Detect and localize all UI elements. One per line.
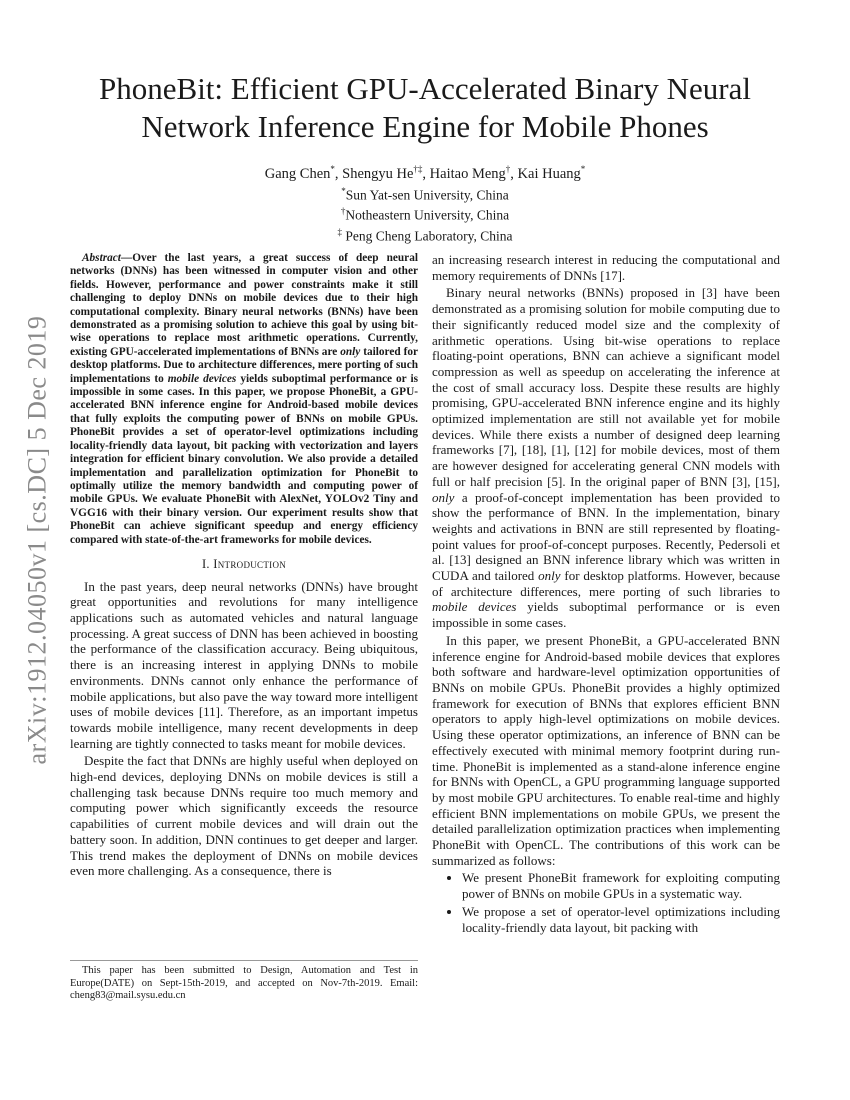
footnote: [70, 960, 418, 1003]
author-mark: †‡: [413, 164, 423, 174]
author-mark: *: [330, 164, 335, 174]
author-name: Haitao Meng: [429, 165, 506, 182]
paper-header: [60, 70, 790, 244]
author-name: Kai Huang: [517, 165, 581, 182]
abstract: Abstract—Over the last years, a great success of deep neural networks (DNNs) has been witnessed in computer vision and other fields. However, performance and power constraints make it still challenging to deploy DNNs on mobile devices due to their high computational complexity. Binary neural networks (BNNs) have been demonstrated as a promising solution to achieve this goal by using bit-wise operations to replace most arithmetic operations. Currently, existing GPU-accelerated implementations of BNNs are only tailored for desktop platforms. Due to architecture differences, mere porting of such implementations to mobile devices yields suboptimal performance or is impossible in some cases. In this paper, we propose PhoneBit, a GPU-accelerated BNN inference engine for Android-based mobile devices that fully exploits the computing power of BNNs on mobile GPUs. PhoneBit provides a set of operator-level optimizations including locality-friendly data layout, bit packing with vectorization and layers integration for efficient binary convolution. We also provide a detailed implementation and parallelization optimization for PhoneBit to optimally utilize the memory bandwidth and computing power of mobile GPUs. We evaluate PhoneBit with AlexNet, YOLOv2 Tiny and VGG16 with their binary version. Our experiment results show that PhoneBit can achieve significant speedup and energy efficiency compared with state-of-the-art frameworks for mobile devices.: [70, 252, 418, 546]
affiliation-line: [60, 183, 790, 204]
body-paragraph: Despite the fact that DNNs are highly useful when deployed on high-end devices, deploying DNNs on mobile devices is still a challenging task because DNNs require too much memory and computing power which significantly exceeds the resource capabilities of current mobile devices and will drain out the battery soon. In addition, DNN continues to get deeper and larger. This trend makes the deployment of DNNs on mobile devices even more challenging. As a consequence, there is: [70, 753, 418, 879]
affiliation-mark: ‡: [337, 226, 343, 237]
list-item: • We present PhoneBit framework for exploiting computing power of BNNs on mobile GPUs in a systematic way.: [462, 870, 780, 901]
body-paragraph: In this paper, we present PhoneBit, a GPU-accelerated BNN inference engine for Android-based mobile devices that explores both software and hardware-level optimization opportunities of BNNs on mobile GPUs. PhoneBit provides a highly optimized framework for execution of BNNs that explores efficient BNN operators to apply high-level optimizations on mobile devices. Using these operator optimizations, an inference of BNN can be effectively executed with minimal memory footprint during run-time. PhoneBit is implemented as a stand-alone inference engine for BNNs with OpenCL, a GPU programming language supported by most mobile GPU architectures. To enable real-time and highly efficient BNN implementations on mobile GPUs, we present the detailed parallelization optimization practices when implementing PhoneBit with OpenCL. The contributions of this work can be summarized as follows:: [432, 632, 780, 868]
section-heading-introduction: I. Introduction: [201, 556, 287, 571]
body-paragraph: an increasing research interest in reducing the computational and memory requirements of DNNs [17].: [432, 252, 780, 283]
body-paragraph: Binary neural networks (BNNs) proposed in [3] have been demonstrated as a promising solution for mobile computing due to their significantly reduced model size and the complexity of arithmetic operations. Using bit-wise operations to replace floating-point operations, BNN can achieve a significant model compression as well as speedup on accelerating the inference at the cost of small accuracy loss. Despite these results are highly promising, GPU-accelerated BNN inference engine and its highly optimized implementation are still not available yet for mobile devices. While there exists a number of designed deep learning frameworks [7], [18], [1], [12] for mobile devices, most of them are however designed for accelerating general CNN models with full or half precision [5]. In the original paper of BNN [3], [15], only a proof-of-concept implementation has been provided to show the performance of BNN. In the implementation, binary weights and activations in BNN are still represented by floating-point values for proof-of-concept purposes. Recently, Pedersoli et al. [13] designed an BNN inference library which was written in CUDA and tailored only for desktop platforms. However, because of architecture differences, mere porting of such libraries to mobile devices yields suboptimal performance or is even impossible in some cases.: [432, 285, 781, 631]
affiliation-mark: †: [340, 206, 346, 217]
arxiv-id: arXiv:1912.04050v1 [cs.DC] 5 Dec 2019: [22, 315, 51, 765]
author-mark: *: [580, 164, 586, 174]
affiliation-name: Sun Yat-sen University, China: [345, 187, 509, 203]
author-mark: †: [505, 164, 511, 174]
body-paragraph: In the past years, deep neural networks (DNNs) have brought great opportunities and revolutions for many intelligence applications such as automated vehicles and natural language processing. A great success of DNN has been achieved in boosting the performance of the classification accuracy. Being ubiquitous, there is an increasing interest in applying DNNs to mobile environments. DNNs cannot only enhance the performance of mobile applications, but also pave the way toward more intelligent uses of mobile devices [11]. Therefore, as an important impetus towards mobile intelligence, many recent developments in deep learning are tightly connected to tasks meant for mobile devices.: [70, 578, 418, 751]
right-column: [432, 252, 780, 937]
left-column: [70, 252, 418, 881]
paper-title: PhoneBit: Efficient GPU-Accelerated Binary Neural Network Inference Engine for Mobile Phones: [99, 71, 751, 144]
affiliation-name: Notheastern University, China: [345, 207, 510, 223]
contribution-list: [432, 870, 780, 935]
footnote-text: This paper has been submitted to Design, Automation and Test in Europe(DATE) on Sept-15th-2019, and accepted on Nov-7th-2019. Email: cheng83@mail.sysu.edu.cn: [70, 965, 418, 1001]
affiliation-name: Peng Cheng Laboratory, China: [342, 228, 513, 244]
author-list: Gang Chen*, Shengyu He†‡, Haitao Meng†, Kai Huang*: [264, 164, 586, 182]
affiliation-mark: *: [341, 185, 346, 196]
author-name: Gang Chen: [264, 165, 331, 182]
arxiv-watermark: [12, 280, 62, 800]
author-name: Shengyu He: [342, 165, 414, 182]
affiliation-line: [60, 224, 790, 245]
abstract-label: Abstract: [82, 252, 121, 264]
list-item: • We propose a set of operator-level optimizations including locality-friendly data layout, bit packing with: [462, 904, 780, 935]
affiliation-line: [60, 203, 790, 224]
